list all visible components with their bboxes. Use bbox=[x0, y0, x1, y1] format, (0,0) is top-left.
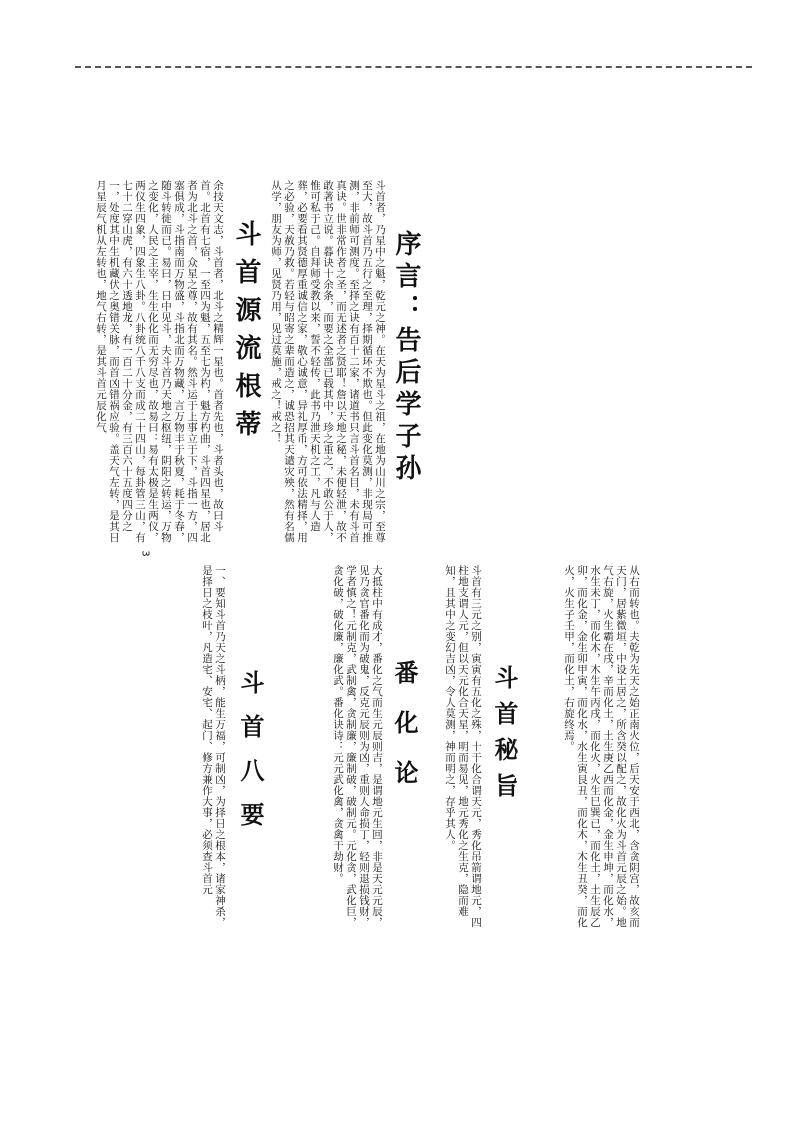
source-title: 斗首源流根蒂 bbox=[231, 220, 261, 448]
secret-text-top: 从右而转也。夫乾为先天之始正南火位，后天安于西北，含贪阴宫，故亥而天门，居紫微垣，中设土居之，所含癸以配之，故化火为斗首元辰之始。地气右旋，火生霸在戌，辛而化土，土生庚乙西而化金，金生申坤，而化水，水生未丁，而化木，木生午丙戌，而化火，火生巳巽已，而化土，土生辰乙卯，而化金，金生卯甲寅，而化水，水生寅艮丑，而化木，木生丑癸，而化火，火生子壬甲，而化土，右旋终焉。 bbox=[563, 565, 640, 928]
hua-title: 番化论 bbox=[390, 660, 418, 810]
page-number: 3 bbox=[139, 550, 151, 557]
hua-text: 大抵柱中有成才，番化之气而生元辰则吉，是谓地元生回，非是天元元辰，见乃贪官番化而为破鬼，反克元辰则为凶，重则人命损丁，轻则退损钱财，学者慎之！元制克，武制禽，贪制廉，廉制破，破制元。元化贪，武化巨，贪化破，破化廉，廉化武。番化诀诗：元元武化禽，贪禽干劫财。 bbox=[332, 565, 383, 928]
preface-title: 序言：告后学子孙 bbox=[391, 230, 421, 486]
secret-title: 斗首秘旨 bbox=[490, 665, 518, 809]
eight-essentials-title: 斗首八要 bbox=[236, 670, 264, 846]
source-text: 余技天文志，斗首者，北斗之精辉一星也。首者先也，斗者头也，故曰斗首。北首有七宿，一至四为魁，五至七为杓，魁方杓曲，斗首四星也，居北者为北斗之首，众星之尊，故有其名。然斗运于上事立于下，斗指一方，四塞俱成，斗指南而万物盛，斗指北而万物藏，言万物丰于秋夏，耗于冬春，随斗转徙而已。易曰，日中见斗，夫斗首乃天地之枢纽，阴阳之转运，万物之变化，人民之主宰，生生化化而无穷尽也，故易曰：易有太极是生两仪，两仪生四象，四象生八卦。八卦统八千八支而成二十四山，每卦管三山，有七十二穿山虎，有六十透地龙，有一百二十分金，有三百六十五度四分之一，处度其中生机藏伏之奥错关脉，而首凶错祸应验。盖天气左转，是其日月星辰气机从左转也，地气右转，是其斗首元辰化气 bbox=[95, 180, 224, 543]
secret-text-bottom: 斗首有三元之别，寅寅有五化之殊，十干化合谓天元，秀化吊箭谓地元，四柱地支谓人元，但以天元化合天星，明而易见，地元秀化之生克，隐而难知，且其中之变幻吉凶，令人莫测，神而明之，存乎其人。 bbox=[444, 565, 482, 928]
preface-text: 斗首者，乃星中之魁，乾元之神。在天为星斗之祖，在地为山川之宗，至尊至大，故斗首乃五行之至理，择期循环不欺也。但此变化莫测，非现局可推测，非前师可测度。至择之诀有百十二家，诸道书只言斗首名目，未有斗首真诀。世非常作者之圣，而无述者之贤耶！詹以天地之秘，未便轻泄，故不敢著书立说。暮诀十余条，而要之全部已载其中，珍之重之，不敢公于人，惟可私于己。自拜师受教以来，誓不轻传，此书乃泄天机之工，凡与人造葬，必要看其贤德厚重诚信之家，敬心诚意，异礼厚币，方可依法精择，用之必验，天赦乃救。若轻与昭寄之辈而造之，诚恐招其天谴灾殃，然有名儒从学，朋友为师，见贤乃用，见过莫施，戒之！戒之！ bbox=[270, 180, 386, 543]
eight-essentials-text: 一、要知斗首乃天之斗柄，能生万福，可制凶，为择日之根本，诸家神杀，是择日之枝叶，凡造宅、安宅、起门、修方兼作大事，必须查斗首元 bbox=[201, 565, 226, 928]
